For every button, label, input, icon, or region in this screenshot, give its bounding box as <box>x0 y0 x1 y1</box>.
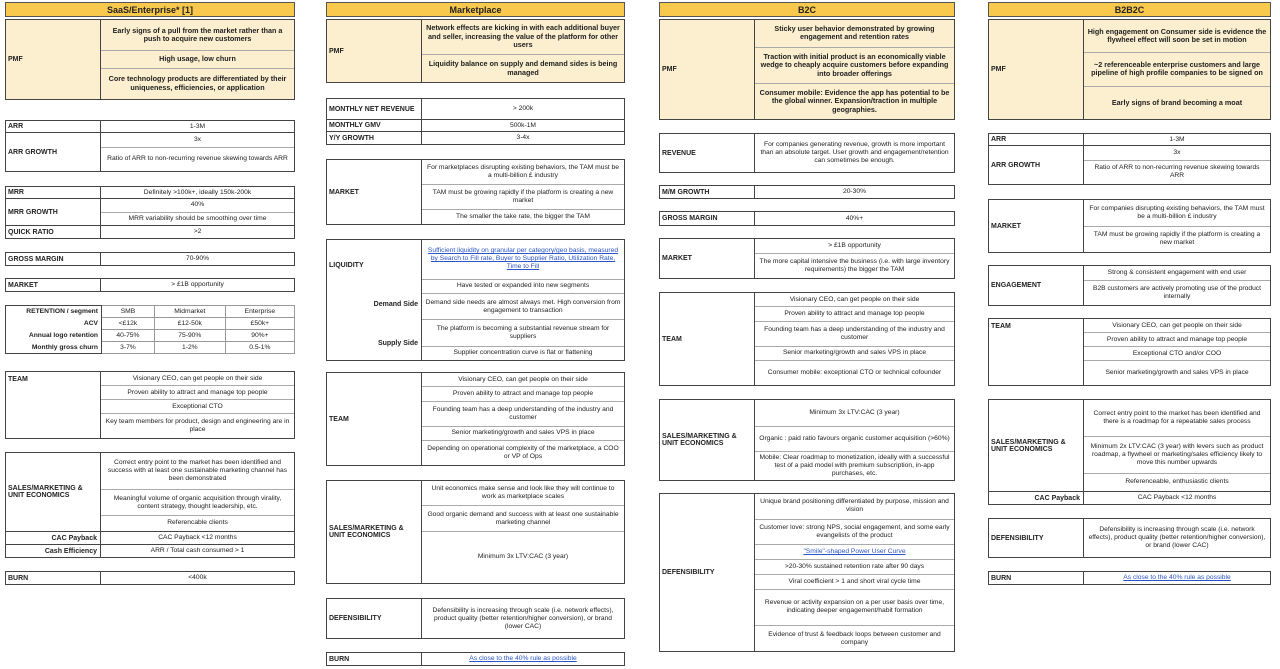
section-label: BURN <box>327 653 422 665</box>
gross-margin-value: 70-90% <box>185 255 210 262</box>
defensibility-value: Defensibility is increasing through scale (i.e. network effects), product quality (better retention/higher conversion), or brand (lower CAC) <box>432 606 614 630</box>
table-cell: £12-50k <box>154 318 225 330</box>
team-section <box>326 372 625 466</box>
section-label: PMF <box>660 20 755 119</box>
arr-growth-section <box>988 145 1271 185</box>
market-section <box>659 238 955 279</box>
section-label: ARR GROWTH <box>989 146 1084 184</box>
arr-value: 1-3M <box>1169 135 1185 143</box>
column-title: Marketplace <box>326 2 625 17</box>
section-label: BURN <box>6 572 101 584</box>
column-title: SaaS/Enterprise* [1] <box>5 2 295 17</box>
team-item: Founding team has a deep understanding of the industry and customer <box>422 401 624 426</box>
sales-item: Mobile: Clear roadmap to monetization, ideally with a successful test of a paid model with premium subscription, in-app purchases, etc. <box>755 451 954 480</box>
yoy-growth-row <box>326 131 625 145</box>
pmf-item: High engagement on Consumer side is evidence the flywheel effect will soon be set in motion <box>1084 20 1270 52</box>
column-title: B2C <box>659 2 955 17</box>
monthly-net-revenue-row <box>326 98 625 120</box>
team-item: Visionary CEO, can get people on their side <box>789 295 920 303</box>
market-item: The smaller the take rate, the bigger the TAM <box>422 209 624 224</box>
defensibility-item: Evidence of trust & feedback loops between customer and company <box>755 625 954 651</box>
pmf-item: Early signs of a pull from the market rather than a push to acquire new customers <box>101 20 294 50</box>
arr-growth-item: Ratio of ARR to non-recurring revenue skewing towards ARR <box>101 147 294 171</box>
section-label: LIQUIDITY <box>329 262 364 269</box>
section-label: DEFENSIBILITY <box>660 494 755 651</box>
sales-section <box>326 480 625 584</box>
section-label: ARR <box>6 121 101 132</box>
table-cell: 40-75% <box>102 330 155 342</box>
supply-side-label: Supply Side <box>377 340 418 347</box>
liquidity-labels <box>327 240 422 360</box>
section-label: Cash Efficiency <box>6 545 101 557</box>
liquidity-section <box>326 239 625 361</box>
table-cell: <£12k <box>102 318 155 330</box>
section-label: MARKET <box>6 279 101 291</box>
column-header: SMB <box>102 306 155 318</box>
team-item: Exceptional CTO <box>101 399 294 413</box>
market-value: > £1B opportunity <box>171 281 224 288</box>
defensibility-item <box>755 544 954 559</box>
section-label: ENGAGEMENT <box>989 266 1084 305</box>
team-item: Visionary CEO, can get people on their side <box>1112 321 1242 329</box>
section-label: SALES/MARKETING & UNIT ECONOMICS <box>989 400 1084 491</box>
section-label: CAC Payback <box>6 532 101 544</box>
table-row <box>6 342 295 354</box>
mrr-growth-item: 40% <box>190 201 205 209</box>
column-header: Midmarket <box>154 306 225 318</box>
burn-value <box>422 653 624 665</box>
section-label: MONTHLY GMV <box>327 120 422 131</box>
monthly-net-revenue-value: > 200k <box>512 105 534 112</box>
demand-side-item: Demand side needs are almost always met. High conversion from engagement to transaction <box>422 293 624 319</box>
cash-efficiency-row <box>5 544 295 558</box>
team-item: Senior marketing/growth and sales VPS in place <box>422 426 624 440</box>
burn-row <box>5 571 295 585</box>
sales-section <box>988 399 1271 492</box>
pmf-item: ~2 referenceable enterprise customers and large pipeline of high profile companies to be signed on <box>1084 52 1270 85</box>
monthly-gmv-value: 500k-1M <box>509 121 537 129</box>
pmf-section <box>326 19 625 83</box>
section-label: ARR GROWTH <box>6 133 101 171</box>
cash-efficiency-value: ARR / Total cash consumed > 1 <box>150 547 245 554</box>
pmf-item: Early signs of brand becoming a moat <box>1084 86 1270 119</box>
mm-growth-value: 20-30% <box>842 188 867 195</box>
team-item: Senior marketing/growth and sales VPS in place <box>1084 360 1270 385</box>
section-label: BURN <box>989 572 1084 584</box>
market-row <box>5 278 295 292</box>
supply-side-item: The platform is becoming a substantial revenue stream for suppliers <box>422 319 624 345</box>
demand-side-label: Demand Side <box>373 301 418 308</box>
sales-item: Minimum 3x LTV:CAC (3 year) <box>422 531 624 583</box>
market-item: TAM must be growing rapidly if the platform is creating a new market <box>422 184 624 209</box>
burn-row <box>988 571 1271 585</box>
pmf-item: High usage, low churn <box>101 50 294 67</box>
sales-item: Meaningful volume of organic acquisition through virality, content strategy, thought leadership, etc. <box>101 489 294 514</box>
gross-margin-value: 40%+ <box>845 214 864 222</box>
market-item: TAM must be growing rapidly if the platform is creating a new market <box>1084 226 1270 253</box>
table-cell: 1-2% <box>154 342 225 354</box>
burn-value <box>1084 572 1270 584</box>
pmf-section <box>988 19 1271 120</box>
section-label: ARR <box>989 134 1084 145</box>
section-label: MRR GROWTH <box>6 199 101 225</box>
table-cell: 75-90% <box>154 330 225 342</box>
defensibility-item: Customer love: strong NPS, social engagement, and some early evangelists of the product <box>755 519 954 545</box>
section-label: DEFENSIBILITY <box>327 599 422 638</box>
section-label: TEAM <box>660 293 755 385</box>
section-label: MARKET <box>660 239 755 278</box>
revenue-row <box>659 133 955 173</box>
defensibility-item: Revenue or activity expansion on a per user basis over time, indicating deeper engagement/habit formation <box>755 589 954 626</box>
sales-item: Good organic demand and success with at least one sustainable marketing channel <box>422 505 624 530</box>
sales-section <box>659 399 955 481</box>
engagement-item: B2B customers are actively promoting use of the product internally <box>1084 280 1270 305</box>
team-item: Founding team has a deep understanding of the industry and customer <box>755 321 954 346</box>
power-user-curve-link[interactable]: "Smile"-shaped Power User Curve <box>803 548 906 556</box>
column-header: Enterprise <box>225 306 294 318</box>
defensibility-row <box>326 598 625 639</box>
section-label: REVENUE <box>660 134 755 172</box>
section-label: CAC Payback <box>989 492 1084 504</box>
sales-item: Referenceable, enthusiastic clients <box>1084 473 1270 491</box>
section-label: MARKET <box>989 200 1084 252</box>
section-label: PMF <box>989 20 1084 119</box>
burn-link[interactable]: As close to the 40% rule as possible <box>469 655 577 662</box>
team-section <box>5 371 295 439</box>
engagement-item: Strong & consistent engagement with end user <box>1107 269 1247 277</box>
arr-growth-section <box>5 132 295 172</box>
sales-item: Unit economics make sense and look like they will continue to work as marketplace scales <box>431 485 615 501</box>
pmf-item: Core technology products are differentiated by their uniqueness, efficiencies, or application <box>101 68 294 99</box>
supply-side-item: Supplier concentration curve is flat or flattening <box>422 346 624 360</box>
section-label: Y/Y GROWTH <box>327 132 422 144</box>
section-label: DEFENSIBILITY <box>989 519 1084 557</box>
team-item: Proven ability to attract and manage top people <box>1084 332 1270 346</box>
team-item: Consumer mobile: exceptional CTO or technical cofounder <box>755 360 954 385</box>
row-label: ACV <box>6 318 102 330</box>
cac-payback-row <box>988 491 1271 505</box>
team-item: Proven ability to attract and manage top people <box>101 385 294 399</box>
market-item: The more capital intensive the business (i.e. with large inventory requirements) the bigger the TAM <box>755 253 954 278</box>
pmf-item: Consumer mobile: Evidence the app has potential to be the global winner. Expansion/traction in multiple geographies. <box>755 83 954 119</box>
pmf-section <box>659 19 955 120</box>
section-label: M/M GROWTH <box>660 186 755 198</box>
retention-table <box>5 305 295 354</box>
mrr-value: Definitely >100k+, ideally 150k-200k <box>143 188 252 196</box>
pmf-item: Traction with initial product is an economically viable wedge to cheaply acquire customers before expanding into broader offerings <box>755 47 954 83</box>
sales-item: Referencable clients <box>101 515 294 531</box>
burn-row <box>326 652 625 666</box>
table-cell: £50k+ <box>225 318 294 330</box>
burn-link[interactable]: As close to the 40% rule as possible <box>1123 574 1231 581</box>
sales-item: Correct entry point to the market has been identified and there is a roadmap for a repeatable sales process <box>1093 409 1261 425</box>
team-section <box>988 318 1271 386</box>
table-cell: 3-7% <box>102 342 155 354</box>
market-item: For marketplaces disrupting existing behaviors, the TAM must be a multi-billion £ industry <box>427 163 619 179</box>
liquidity-item: Have tested or expanded into new segments <box>422 279 624 293</box>
defensibility-item: Viral coefficient > 1 and short viral cycle time <box>755 574 954 589</box>
engagement-section <box>988 265 1271 306</box>
pmf-section <box>5 19 295 100</box>
arr-growth-item: Ratio of ARR to non-recurring revenue skewing towards ARR <box>1084 160 1270 184</box>
team-section <box>659 292 955 386</box>
table-cell: 0.5-1% <box>225 342 294 354</box>
market-item: For companies disrupting existing behaviors, the TAM must be a multi-billion £ industry <box>1089 204 1265 220</box>
section-label: TEAM <box>6 372 101 438</box>
team-item: Senior marketing/growth and sales VPS in place <box>755 346 954 360</box>
section-label: PMF <box>6 20 101 99</box>
cac-payback-row <box>5 531 295 545</box>
table-row <box>6 318 295 330</box>
section-label: SALES/MARKETING & UNIT ECONOMICS <box>660 400 755 480</box>
burn-value: <400k <box>188 574 207 581</box>
quick-ratio-row <box>5 225 295 239</box>
table-row <box>6 306 295 318</box>
gross-margin-row <box>5 252 295 266</box>
team-item: Visionary CEO, can get people on their side <box>132 374 263 382</box>
retention-label: RETENTION / segment <box>6 306 102 318</box>
section-label: QUICK RATIO <box>6 226 101 238</box>
section-label: TEAM <box>327 373 422 465</box>
section-label: MARKET <box>327 160 422 224</box>
mrr-growth-item: MRR variability should be smoothing over time <box>101 212 294 226</box>
defensibility-section <box>659 493 955 652</box>
quick-ratio-value: >2 <box>193 228 202 235</box>
section-label: TEAM <box>989 319 1084 385</box>
sales-item: Organic : paid ratio favours organic customer acquisition (>60%) <box>755 426 954 451</box>
team-item: Visionary CEO, can get people on their side <box>458 375 588 383</box>
team-item: Exceptional CTO and/or COO <box>1084 346 1270 360</box>
table-cell: 90%+ <box>225 330 294 342</box>
section-label: SALES/MARKETING & UNIT ECONOMICS <box>327 481 422 583</box>
liquidity-link[interactable]: Sufficient liquidity on granular per category/geo basis, measured by Search to Fill rate, Buyer to Supplier Ratio, Utilization Rate, Time to Fill <box>427 247 619 271</box>
liquidity-item <box>422 240 624 279</box>
revenue-value: For companies generating revenue, growth is more important than an absolute target. User growth and engagement/retention can sometimes be enough. <box>760 141 949 164</box>
cac-payback-value: CAC Payback <12 months <box>158 534 237 541</box>
pmf-item: Sticky user behavior demonstrated by growing engagement and retention rates <box>755 20 954 47</box>
market-section <box>988 199 1271 253</box>
section-label: MRR <box>6 187 101 198</box>
pmf-item: Network effects are kicking in with each additional buyer and seller, increasing the value of the platform for other users <box>422 20 624 54</box>
team-item: Depending on operational complexity of the marketplace, a COO or VP of Ops <box>422 440 624 465</box>
column-title: B2B2C <box>988 2 1271 17</box>
sales-section <box>5 452 295 532</box>
defensibility-item: Unique brand positioning differentiated by purpose, mission and vision <box>760 498 949 514</box>
section-label: GROSS MARGIN <box>6 253 101 265</box>
pmf-item: Liquidity balance on supply and demand sides is being managed <box>422 54 624 82</box>
market-item: > £1B opportunity <box>828 242 881 250</box>
team-item: Proven ability to attract and manage top people <box>422 386 624 400</box>
arr-value: 1-3M <box>189 122 206 130</box>
yoy-growth-value: 3-4x <box>516 134 530 141</box>
defensibility-row <box>988 518 1271 558</box>
arr-growth-item: 3x <box>193 135 202 143</box>
team-item: Proven ability to attract and manage top people <box>755 306 954 320</box>
section-label: PMF <box>327 20 422 82</box>
cac-payback-value: CAC Payback <12 months <box>1137 494 1217 501</box>
row-label: Monthly gross churn <box>6 342 102 354</box>
market-section <box>326 159 625 225</box>
mrr-growth-section <box>5 198 295 226</box>
table-row <box>6 330 295 342</box>
section-label: GROSS MARGIN <box>660 212 755 225</box>
defensibility-item: >20-30% sustained retention rate after 90 days <box>755 559 954 574</box>
row-label: Annual logo retention <box>6 330 102 342</box>
gross-margin-row <box>659 211 955 226</box>
section-label: MONTHLY NET REVENUE <box>327 99 422 119</box>
arr-growth-item: 3x <box>1173 148 1181 156</box>
sales-item: Minimum 3x LTV:CAC (3 year) <box>809 409 900 416</box>
sales-item: Correct entry point to the market has been identified and success with at least one sustainable marketing channel has been demonstrated <box>107 459 288 483</box>
section-label: SALES/MARKETING & UNIT ECONOMICS <box>6 453 101 531</box>
mm-growth-row <box>659 185 955 199</box>
team-item: Key team members for product, design and engineering are in place <box>101 413 294 438</box>
defensibility-value: Defensibility is increasing through scale (i.e. network effects), product quality (better retention/higher conversion), or brand (lower CAC) <box>1088 526 1266 549</box>
sales-item: Minimum 2x LTV:CAC (3 year) with levers such as product roadmap, a flywheel or marketing/sales efficiency likely to move this number upwards <box>1084 436 1270 473</box>
